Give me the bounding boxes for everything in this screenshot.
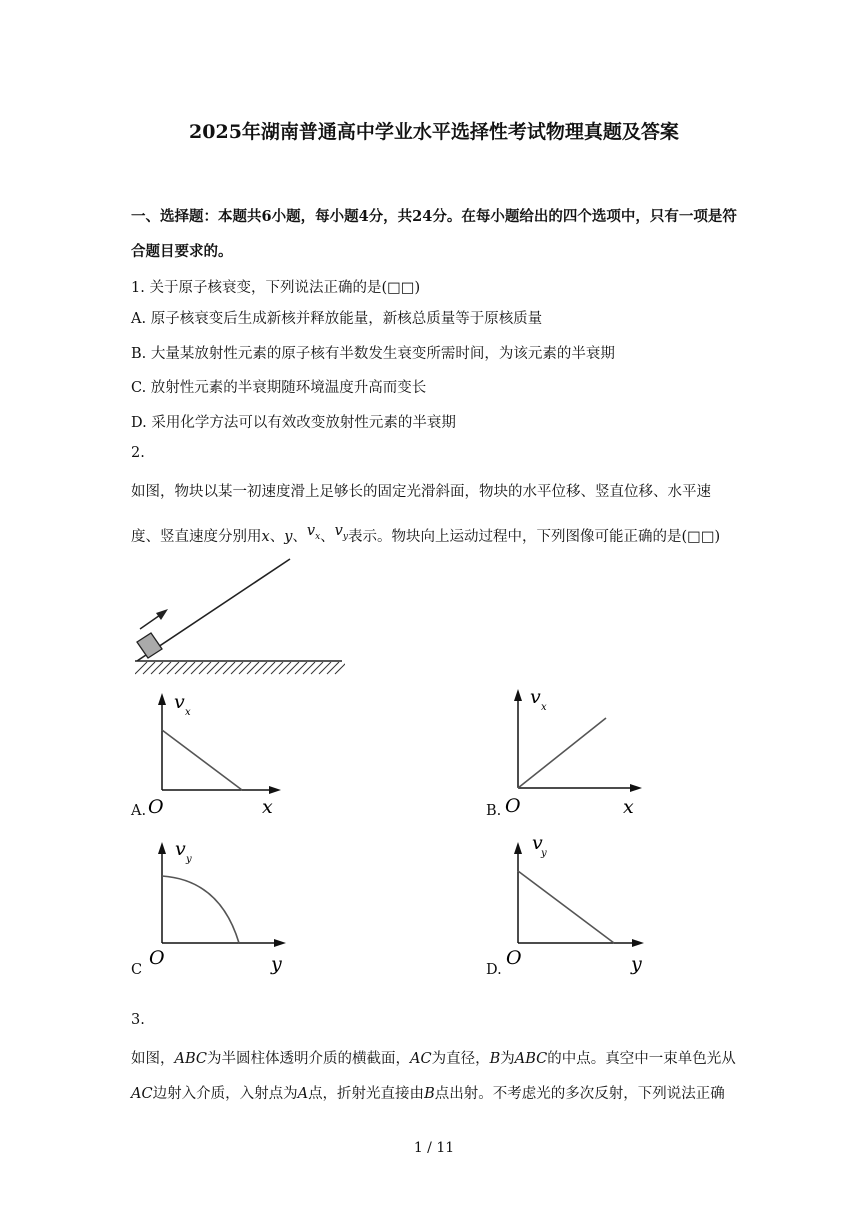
- y-axis-arrow: [158, 842, 166, 854]
- q3-text: 点，折射光直接由: [308, 1086, 425, 1102]
- graph-curve: [518, 871, 614, 943]
- x-axis-arrow: [632, 939, 644, 947]
- q2-stem-text-pre: 度、竖直速度分别用: [131, 529, 262, 545]
- q1-stem: 1. 关于原子核衰变，下列说法正确的是(□□): [131, 280, 421, 296]
- var-x: x: [261, 529, 270, 545]
- x-axis-label: y: [631, 953, 642, 975]
- var-vy-base: v: [334, 523, 343, 539]
- q3-var: ABC: [514, 1051, 548, 1067]
- y-axis-label-sub: y: [186, 854, 192, 865]
- page-number: 1 / 11: [413, 1140, 455, 1156]
- graph-d: [503, 835, 648, 975]
- graph-c-option: C: [131, 962, 143, 978]
- q3-text: 如图，: [131, 1051, 175, 1067]
- y-axis-arrow: [514, 842, 522, 854]
- separator: 、: [292, 529, 307, 545]
- x-axis-label: x: [262, 796, 273, 818]
- q1-option-a: A. 原子核衰变后生成新核并释放能量，新核总质量等于原核质量: [131, 311, 543, 327]
- y-axis-label-sub: x: [185, 707, 191, 718]
- q2-stem-line1: 如图，物块以某一初速度滑上足够长的固定光滑斜面，物块的水平位移、竖直位移、水平速: [131, 484, 711, 500]
- block: [137, 633, 162, 658]
- q2-stem-line2: [131, 525, 720, 548]
- q3-text: 的中点。真空中一束单色光从: [547, 1051, 736, 1067]
- y-axis-label: v: [174, 691, 185, 713]
- y-axis-label-sub: x: [541, 702, 547, 713]
- origin-label: O: [506, 947, 522, 969]
- x-axis-label: y: [271, 953, 282, 975]
- x-axis-label: x: [623, 796, 634, 818]
- origin-label: O: [148, 796, 164, 818]
- graph-curve: [162, 876, 239, 943]
- separator: 、: [320, 529, 335, 545]
- q3-text: 点出射。不考虑光的多次反射，下列说法正确: [434, 1086, 725, 1102]
- graph-b: [502, 678, 647, 818]
- x-axis-arrow: [274, 939, 286, 947]
- var-vx-base: v: [306, 523, 316, 539]
- q3-var: AC: [131, 1086, 153, 1102]
- var-y: y: [284, 529, 293, 545]
- y-axis-arrow: [158, 693, 166, 705]
- q3-var: A: [297, 1086, 309, 1102]
- y-axis-label: v: [532, 835, 543, 854]
- graph-curve: [162, 730, 242, 790]
- x-axis-arrow: [630, 784, 642, 792]
- q2-number: 2.: [131, 445, 145, 461]
- section-heading-line1: 一、选择题：本题共6小题，每小题4分，共24分。在每小题给出的四个选项中，只有一项是符: [131, 208, 737, 225]
- q3-var: AC: [410, 1051, 432, 1067]
- q3-var: ABC: [174, 1051, 207, 1067]
- ground-hatch: [135, 662, 347, 674]
- q3-number: 3.: [131, 1012, 145, 1028]
- var-vy: [334, 523, 348, 542]
- graph-a: [145, 680, 285, 820]
- q3-var: B: [489, 1051, 501, 1067]
- var-vx-sub: x: [315, 531, 321, 542]
- y-axis-label: v: [530, 686, 541, 708]
- graph-a-option: A.: [131, 803, 147, 819]
- q3-text: 为: [500, 1051, 515, 1067]
- q3-stem-line1: [131, 1047, 736, 1068]
- q2-stem-text-post: 表示。物块向上运动过程中，下列图像可能正确的是(□□): [347, 529, 721, 545]
- velocity-arrowhead: [156, 609, 168, 620]
- page-title: 2025年湖南普通高中学业水平选择性考试物理真题及答案: [189, 121, 679, 143]
- q3-text: 为半圆柱体透明介质的横截面，: [207, 1051, 410, 1067]
- origin-label: O: [505, 795, 521, 817]
- incline-figure: [125, 550, 355, 680]
- q1-option-b: B. 大量某放射性元素的原子核有半数发生衰变所需时间，为该元素的半衰期: [131, 346, 615, 362]
- origin-label: O: [149, 947, 165, 969]
- q3-var: B: [424, 1086, 435, 1102]
- q3-text: 为直径，: [431, 1051, 490, 1067]
- x-axis-arrow: [269, 786, 281, 794]
- q3-stem-line2: [131, 1082, 725, 1103]
- separator: 、: [269, 529, 285, 545]
- q3-text: 边射入介质，入射点为: [152, 1086, 298, 1102]
- graph-curve: [518, 718, 606, 788]
- q1-option-c: C. 放射性元素的半衰期随环境温度升高而变长: [131, 380, 427, 396]
- section-heading-line2: 合题目要求的。: [131, 243, 233, 260]
- graph-b-option: B.: [486, 803, 502, 819]
- y-axis-label-sub: y: [541, 848, 547, 859]
- y-axis-arrow: [514, 689, 522, 701]
- q1-option-d: D. 采用化学方法可以有效改变放射性元素的半衰期: [131, 415, 456, 431]
- var-vx: [306, 523, 321, 542]
- graph-c: [145, 835, 290, 975]
- y-axis-label: v: [175, 838, 186, 860]
- var-vy-sub: y: [342, 531, 348, 542]
- graph-d-option: D.: [486, 962, 502, 978]
